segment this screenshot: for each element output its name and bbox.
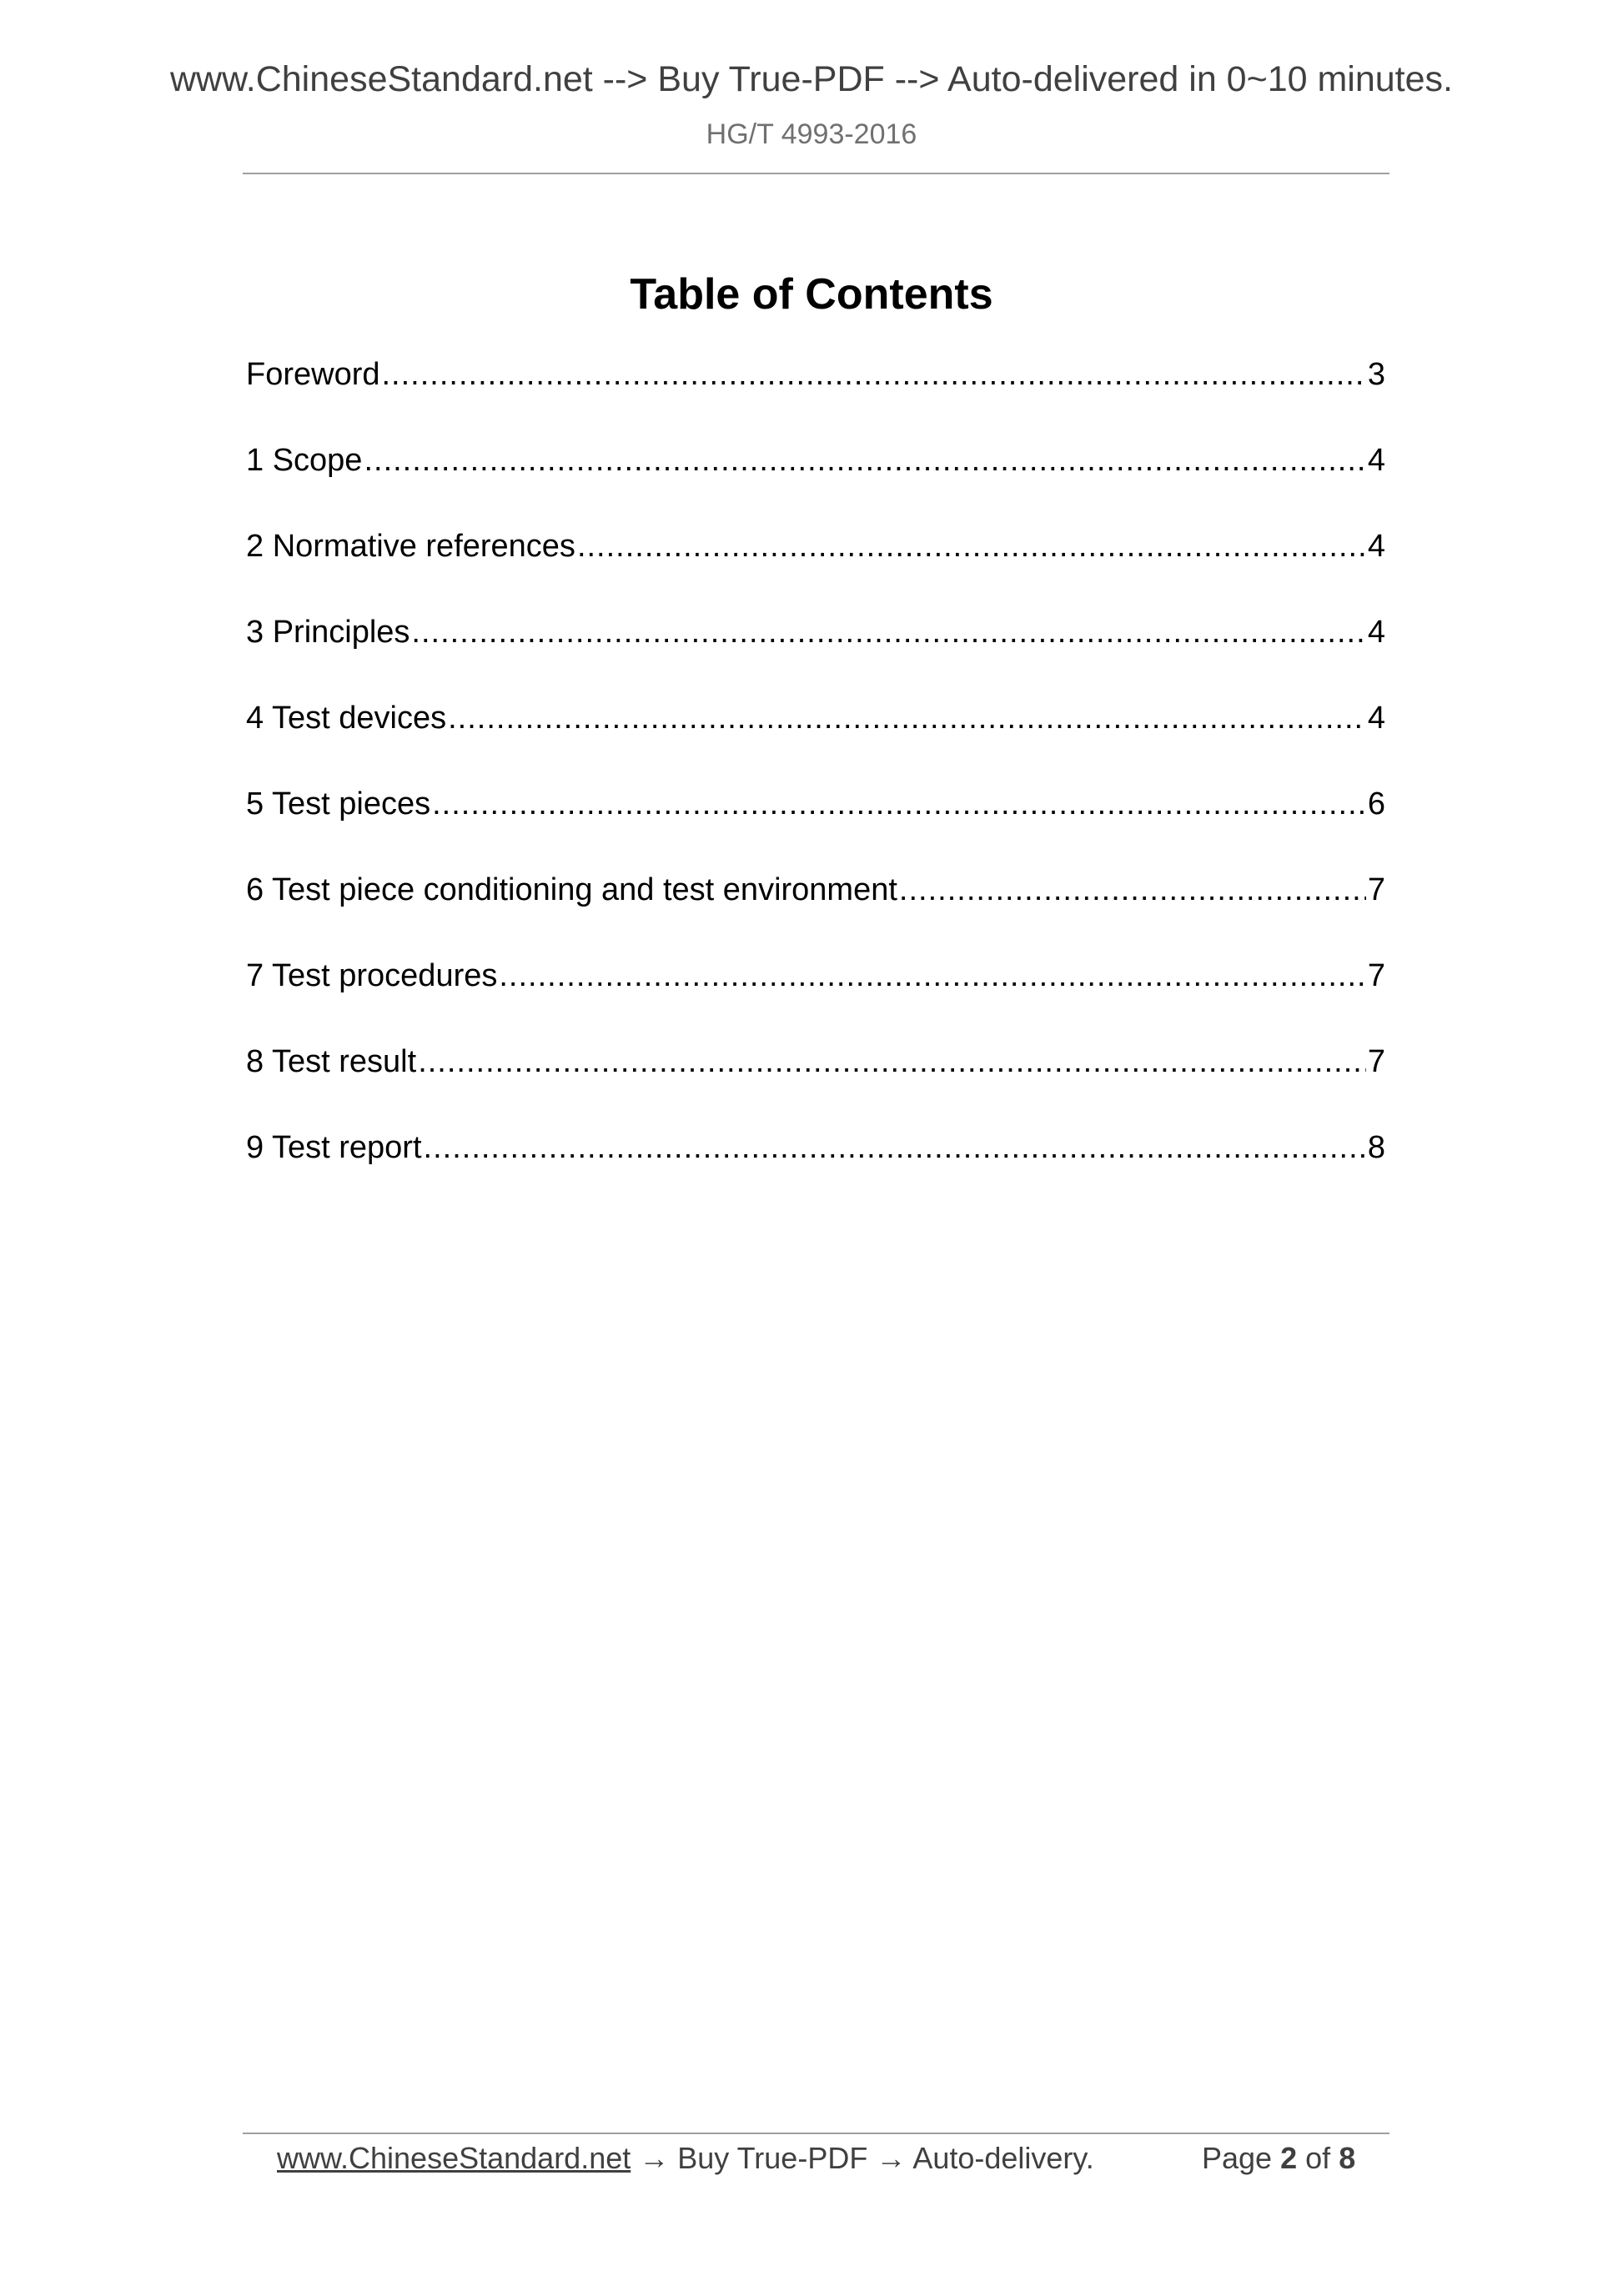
toc-entry-principles[interactable] (246, 612, 1385, 698)
total-page-count: 8 (1339, 2141, 1356, 2175)
toc-entry-test-devices[interactable] (246, 698, 1385, 784)
current-page-number: 2 (1280, 2141, 1298, 2175)
toc-entry-page: 8 (1367, 1130, 1385, 1165)
toc-entry-label: 9 Test report (246, 1130, 422, 1165)
toc-list (246, 354, 1385, 1213)
toc-dot-leader (432, 784, 1366, 824)
page-footer (0, 2138, 1623, 2179)
toc-entry-conditioning-environment[interactable] (246, 870, 1385, 956)
toc-dot-leader (424, 1128, 1366, 1168)
page-word: Page (1202, 2141, 1273, 2175)
page-number (1202, 2138, 1355, 2179)
document-code: HG/T 4993-2016 (706, 118, 917, 150)
toc-entry-normative-references[interactable] (246, 526, 1385, 612)
toc-entry-foreword[interactable] (246, 354, 1385, 440)
header-divider (243, 173, 1389, 174)
toc-entry-page: 4 (1367, 615, 1385, 650)
toc-entry-test-report[interactable] (246, 1128, 1385, 1213)
toc-dot-leader (382, 354, 1366, 394)
footer-site-link[interactable]: www.ChineseStandard.net (277, 2141, 631, 2175)
site-banner: www.ChineseStandard.net --> Buy True-PDF --> Auto-delivered in 0~10 minutes. (169, 59, 1453, 99)
toc-entry-label: 5 Test pieces (246, 786, 431, 821)
toc-entry-page: 4 (1367, 443, 1385, 478)
toc-entry-label: 7 Test procedures (246, 958, 498, 993)
footer-divider (243, 2133, 1389, 2134)
toc-entry-page: 4 (1367, 529, 1385, 564)
toc-entry-page: 7 (1367, 958, 1385, 993)
toc-entry-label: 8 Test result (246, 1044, 417, 1079)
toc-entry-label: 6 Test piece conditioning and test environment (246, 872, 897, 907)
footer-promo (277, 2138, 1094, 2179)
toc-entry-test-procedures[interactable] (246, 956, 1385, 1042)
toc-entry-label: Foreword (246, 357, 380, 392)
toc-entry-page: 7 (1367, 1044, 1385, 1079)
toc-entry-label: 3 Principles (246, 615, 410, 650)
footer-tagline: → Buy True-PDF → Auto-delivery. (631, 2141, 1094, 2175)
toc-entry-page: 6 (1367, 786, 1385, 821)
toc-entry-label: 2 Normative references (246, 529, 575, 564)
toc-dot-leader (899, 870, 1366, 910)
toc-dot-leader (577, 526, 1366, 566)
toc-entry-page: 7 (1367, 872, 1385, 907)
toc-entry-page: 3 (1367, 357, 1385, 392)
toc-dot-leader (499, 956, 1365, 996)
toc-dot-leader (448, 698, 1366, 738)
toc-entry-label: 1 Scope (246, 443, 363, 478)
toc-entry-test-result[interactable] (246, 1042, 1385, 1128)
toc-dot-leader (411, 612, 1365, 652)
toc-entry-scope[interactable] (246, 440, 1385, 526)
toc-entry-label: 4 Test devices (246, 701, 447, 736)
toc-dot-leader (364, 440, 1365, 480)
toc-dot-leader (418, 1042, 1366, 1082)
toc-entry-page: 4 (1367, 701, 1385, 736)
toc-entry-test-pieces[interactable] (246, 784, 1385, 870)
toc-title: Table of Contents (630, 269, 993, 319)
of-word: of (1305, 2141, 1331, 2175)
